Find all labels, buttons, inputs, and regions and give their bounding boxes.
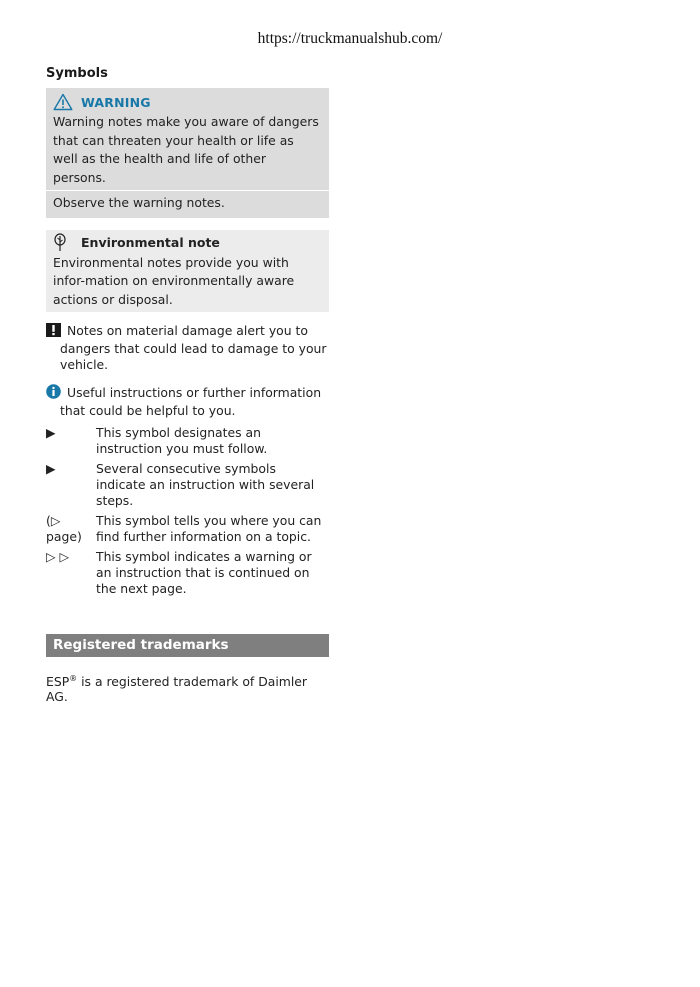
warning-title: WARNING <box>81 94 151 110</box>
symbol-row-instruction <box>46 425 329 457</box>
environmental-note-header <box>53 232 322 254</box>
exclamation-icon <box>46 323 61 341</box>
step-arrow-icon: ▶ <box>46 461 56 476</box>
page-url-header: https://truckmanualshub.com/ <box>257 30 443 47</box>
symbols-column <box>46 66 329 704</box>
symbol-row-description: This symbol indicates a warning or an instruction that is continued on the next page. <box>96 549 312 596</box>
warning-header <box>53 91 322 113</box>
info-note-text: Useful instructions or further information that could be helpful to you. <box>60 385 322 418</box>
material-damage-text: Notes on material damage alert you to dangers that could lead to damage to your vehicle. <box>60 323 327 372</box>
warning-body: Warning notes make you aware of dangers that can threaten your health or life as well as the health and life of other persons. <box>53 114 319 185</box>
symbol-row-description: This symbol tells you where you can find further information on a topic. <box>96 513 322 544</box>
symbol-row-steps <box>46 461 329 509</box>
warning-triangle-icon <box>53 93 73 111</box>
page-reference-symbol: (▷ page) <box>46 513 82 544</box>
warning-observe: Observe the warning notes. <box>53 195 225 210</box>
material-damage-note <box>46 323 329 373</box>
registered-mark: ® <box>69 674 78 683</box>
warning-divider <box>46 190 329 191</box>
instruction-arrow-icon: ▶ <box>46 425 56 440</box>
leaf-icon <box>53 233 67 253</box>
symbol-row-description: This symbol designates an instruction you must follow. <box>96 425 268 456</box>
environmental-note-body: Environmental notes provide you with infor-mation on environmentally aware actions or disposal. <box>53 254 295 307</box>
trademark-statement <box>46 674 329 704</box>
registered-trademarks-heading: Registered trademarks <box>46 634 329 657</box>
trademark-text: is a registered trademark of Daimler AG. <box>46 674 308 704</box>
environmental-note-box <box>46 230 329 313</box>
esp-label: ESP <box>46 674 70 689</box>
info-icon <box>46 384 61 403</box>
symbols-heading: Symbols <box>46 66 108 81</box>
info-note <box>46 384 329 419</box>
warning-box <box>46 88 329 218</box>
environmental-note-title: Environmental note <box>81 235 220 250</box>
continued-arrows-icon: ▷ ▷ <box>46 549 69 564</box>
symbol-row-page-reference <box>46 513 329 545</box>
symbol-row-description: Several consecutive symbols indicate an instruction with several steps. <box>96 461 315 508</box>
symbol-row-continued <box>46 549 329 597</box>
